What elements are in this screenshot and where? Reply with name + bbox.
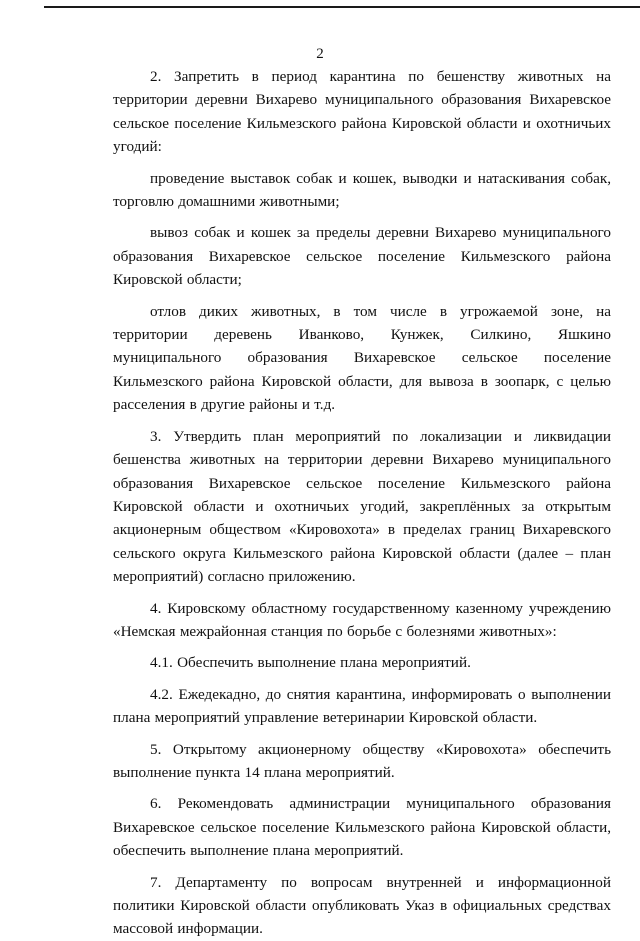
paragraph-6: 6. Рекомендовать администрации муниципального образования Вихаревское сельское поселение Кильмезского района Кировской области, обеспечить выполнение плана мероприятий.: [113, 795, 611, 860]
paragraph-2-item-export: вывоз собак и кошек за пределы деревни Вихарево муниципального образования Вихаревское сельское поселение Кильмезского района Кировской области;: [113, 224, 611, 289]
paragraph-7: 7. Департаменту по вопросам внутренней и информационной политики Кировской области опубликовать Указ в официальных средствах массовой информации.: [113, 873, 611, 938]
paragraph-4: 4. Кировскому областному государственному казенному учреждению «Немская межрайонная станция по борьбе с болезнями животных»:: [113, 599, 611, 640]
page-number: 2: [316, 46, 324, 62]
paragraph-4-2: 4.2. Ежедекадно, до снятия карантина, информировать о выполнении плана мероприятий управление ветеринарии Кировской области.: [113, 685, 611, 727]
paragraph-2-item-exhibitions: проведение выставок собак и кошек, выводки и натаскивания собак, торговлю домашними животными;: [113, 169, 611, 211]
paragraph-2: 2. Запретить в период карантина по бешенству животных на территории деревни Вихарево муниципального образования Вихаревское сельское поселение Кильмезского района Кировской области и охотничьих угодий:: [113, 68, 611, 156]
paragraph-4-1: 4.1. Обеспечить выполнение плана мероприятий.: [150, 654, 471, 672]
document-body: [113, 65, 611, 941]
paragraph-3: 3. Утвердить план мероприятий по локализации и ликвидации бешенства животных на территории деревни Вихарево муниципального образования Вихаревское сельское поселение Кильмезского района Кировской области и охотничьих угодий, закреплённых за открытым акционерным обществом «Кировохота» в пределах границ Вихаревского сельского округа Кильмезского района Кировской области (далее – план мероприятий) согласно приложению.: [113, 427, 611, 586]
paragraph-2-item-capture: отлов диких животных, в том числе в угрожаемой зоне, на территории деревень Иванково, Кунжек, Силкино, Яшкино муниципального образования Вихаревское сельское поселение Кильмезского района Кировской области, для вывоза в зоопарк, с целью расселения в другие районы и т.д.: [113, 302, 611, 414]
paragraph-5: 5. Открытому акционерному обществу «Кировохота» обеспечить выполнение пункта 14 плана мероприятий.: [113, 740, 611, 781]
top-border-line: [44, 6, 640, 8]
